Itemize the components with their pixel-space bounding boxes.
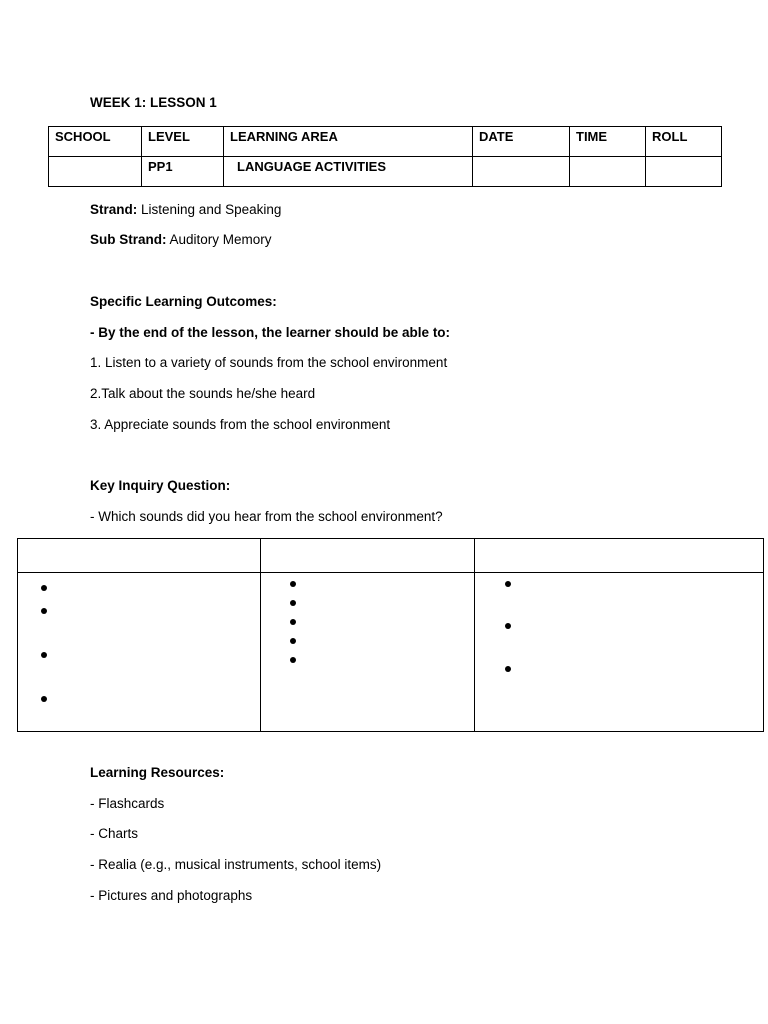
resource-item: - Realia (e.g., musical instruments, school items) (90, 857, 382, 872)
header-roll: ROLL (646, 127, 722, 157)
bullet-dot (290, 619, 296, 625)
grid-column-1 (18, 573, 261, 732)
sub-strand-line (90, 232, 272, 247)
header-time: TIME (570, 127, 646, 157)
info-header-row (49, 127, 722, 157)
value-school (49, 157, 142, 187)
strand-label: Strand: (90, 202, 138, 217)
info-value-row (49, 157, 722, 187)
bullet-dot (290, 600, 296, 606)
resources-heading: Learning Resources: (90, 765, 225, 780)
bullet-dot (505, 666, 511, 672)
header-date: DATE (473, 127, 570, 157)
header-school: SCHOOL (49, 127, 142, 157)
grid-header-cell (261, 539, 475, 573)
bullet-dot (290, 638, 296, 644)
inquiry-question: - Which sounds did you hear from the school environment? (90, 509, 443, 524)
value-time (570, 157, 646, 187)
value-learning-area: LANGUAGE ACTIVITIES (224, 157, 473, 187)
value-date (473, 157, 570, 187)
lesson-info-table (48, 126, 722, 187)
grid-body-row (18, 573, 764, 732)
bullet-dot (505, 581, 511, 587)
inquiry-heading: Key Inquiry Question: (90, 478, 231, 493)
outcome-item: 1. Listen to a variety of sounds from the school environment (90, 355, 448, 370)
activity-grid (17, 538, 764, 732)
bullet-dot (290, 657, 296, 663)
resource-item: - Flashcards (90, 796, 165, 811)
strand-value: Listening and Speaking (141, 202, 282, 217)
sub-strand-value: Auditory Memory (169, 232, 272, 247)
grid-header-row (18, 539, 764, 573)
bullet-dot (41, 608, 47, 614)
outcomes-intro: - By the end of the lesson, the learner should be able to: (90, 325, 451, 340)
grid-column-3 (475, 573, 764, 732)
bullet-dot (505, 623, 511, 629)
value-level: PP1 (142, 157, 224, 187)
outcome-item: 2.Talk about the sounds he/she heard (90, 386, 316, 401)
grid-header-cell (18, 539, 261, 573)
bullet-dot (41, 652, 47, 658)
strand-line (90, 202, 281, 217)
header-learning-area: LEARNING AREA (224, 127, 473, 157)
lesson-title: WEEK 1: LESSON 1 (90, 95, 217, 110)
bullet-dot (41, 696, 47, 702)
outcome-item: 3. Appreciate sounds from the school environment (90, 417, 391, 432)
grid-column-2 (261, 573, 475, 732)
grid-header-cell (475, 539, 764, 573)
resource-item: - Pictures and photographs (90, 888, 253, 903)
bullet-dot (290, 581, 296, 587)
header-level: LEVEL (142, 127, 224, 157)
value-roll (646, 157, 722, 187)
bullet-dot (41, 585, 47, 591)
outcomes-heading: Specific Learning Outcomes: (90, 294, 277, 309)
resource-item: - Charts (90, 826, 139, 841)
sub-strand-label: Sub Strand: (90, 232, 167, 247)
